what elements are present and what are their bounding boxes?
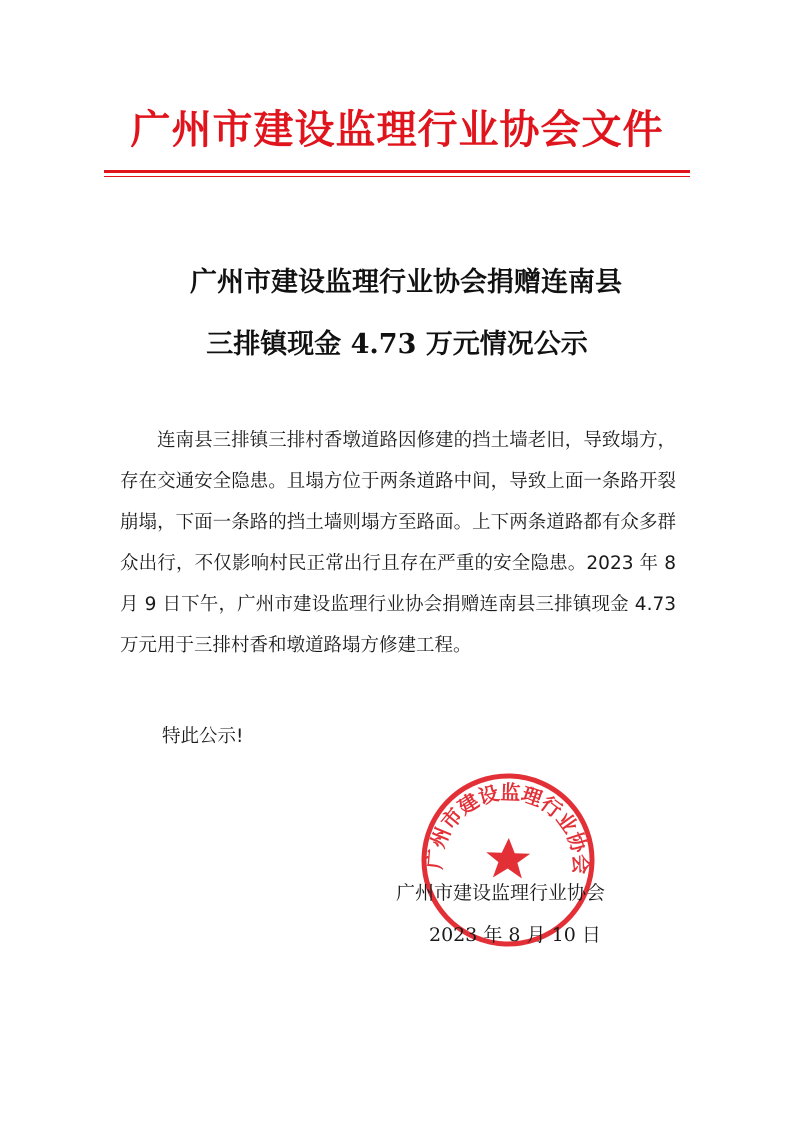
signature-organization: 广州市建设监理行业协会 bbox=[396, 882, 606, 904]
announcement-title-line-1: 广州市建设监理行业协会捐赠连南县 bbox=[190, 267, 622, 298]
signature-date: 2023 年 8 月 10 日 bbox=[429, 924, 601, 946]
header-divider-thin bbox=[104, 176, 690, 177]
announcement-body-paragraph: 连南县三排镇三排村香墩道路因修建的挡土墙老旧，导致塌方，存在交通安全隐患。且塌方位于两条道路中间，导致上面一条路开裂崩塌，下面一条路的挡土墙则塌方至路面。上下两条道路都有众多群众出行，不仅影响村民正常出行且存在严重的安全隐患。2023 年 8 月 9 日下午，广州市建设监理行业协会捐赠连南县三排镇现金 4.73 万元用于三排村香和墩道路塌方修建工程。 bbox=[120, 430, 676, 656]
seal-text: 广州市建设监理行业协会 bbox=[422, 780, 593, 875]
red-star-icon bbox=[485, 837, 530, 879]
announcement-closing: 特此公示! bbox=[162, 726, 244, 747]
header-divider-thick bbox=[104, 170, 690, 173]
announcement-title-line-2: 三排镇现金 4.73 万元情况公示 bbox=[206, 329, 588, 360]
document-header-title: 广州市建设监理行业协会文件 bbox=[130, 106, 664, 153]
